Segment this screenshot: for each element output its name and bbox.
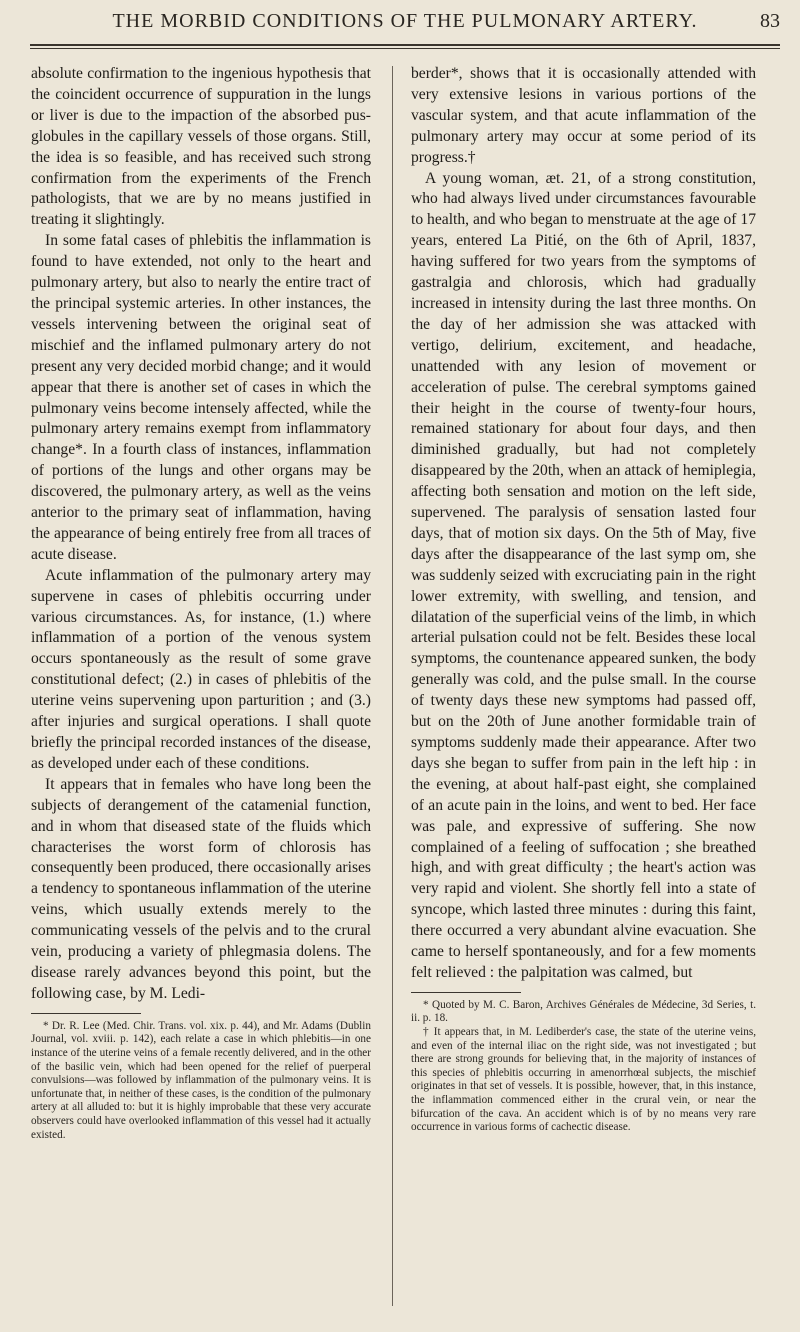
left-column	[31, 64, 371, 1142]
paragraph: berder*, shows that it is occasionally attended with very extensive lesions in various portions of the vascular system, and that acute inflammation of the pulmonary artery may occur at some period of its progress.†	[411, 65, 756, 166]
header-rule	[30, 44, 780, 46]
paragraph: In some fatal cases of phlebitis the inflammation is found to have extended, not only to the heart and pulmonary artery, but also to nearly the entire tract of the principal systemic arteries. In other instances, the vessels intervening between the original seat of mischief and the inflamed pulmonary artery do not present any very decided morbid change; and it would appear that there is another set of cases in which the pulmonary veins become intensely affected, while the pulmonary artery remains exempt from inflammatory change*. In a fourth class of instances, inflammation of portions of the lungs and other organs may be discovered, the pulmonary artery, as well as the veins anterior to the primary seat of inflammation, having the appearance of being entirely free from all traces of acute disease.	[31, 232, 371, 563]
footnote-rule	[411, 992, 521, 993]
footnote: * Quoted by M. C. Baron, Archives Générales de Médecine, 3d Series, t. ii. p. 18.	[411, 998, 756, 1025]
page-number: 83	[760, 10, 780, 32]
paragraph: It appears that in females who have long been the subjects of derangement of the catamenial function, and in whom that diseased state of the fluids which characterises the worst form of chlorosis has consequently been produced, there occasionally arises a tendency to spontaneous inflammation of the uterine veins, which usually extends merely to the communicating vessels of the pelvis and to the crural vein, producing a variety of phlegmasia dolens. The disease rarely advances beyond this point, but the following case, by M. Ledi-	[31, 775, 371, 1002]
running-head	[30, 10, 780, 50]
header-rule-thin	[30, 48, 780, 49]
running-head-title: THE MORBID CONDITIONS OF THE PULMONARY ARTERY.	[112, 10, 698, 32]
footnote-rule	[31, 1013, 141, 1014]
column-divider	[392, 66, 393, 1306]
right-column	[411, 64, 756, 1135]
paragraph: Acute inflammation of the pulmonary artery may supervene in cases of phlebitis occurring under various circumstances. As, for instance, (1.) where inflammation of a portion of the venous system occurs spontaneously as the result of some grave constitutional defect; (2.) in cases of phlebitis of the uterine veins supervening upon parturition ; and (3.) after injuries and surgical operations. I shall quote briefly the principal recorded instances of the disease, as developed under each of these conditions.	[31, 566, 371, 772]
paragraph: absolute confirmation to the ingenious hypothesis that the coincident occurrence of suppuration in the lungs or liver is due to the impaction of the absorbed pus-globules in the capillary vessels of those organs. Still, the idea is so feasible, and has received such strong confirmation from the experiments of the French pathologists, that we are by no means justified in treating it slightingly.	[31, 65, 371, 229]
paragraph: A young woman, æt. 21, of a strong constitution, who had always lived under circumstances favourable to health, and who began to menstruate at the age of 17 years, entered La Pitié, on the 6th of April, 1837, having suffered for two years from the symptoms of gastralgia and chlorosis, which had gradually increased in intensity during the last three months. On the day of her admission she was attacked with vertigo, delirium, excitement, and headache, unattended with any lesion of movement or acceleration of pulse. The cerebral symptoms gained their height in the course of twenty-four hours, remained stationary for about four days, and then diminished gradually, but had not completely disappeared by the 20th, when an attack of hemiplegia, affecting both sensation and motion on the left side, supervened. The paralysis of sensation lasted four days, that of motion six days. On the 5th of May, five days after the disappearance of the last symp om, she was suddenly seized with excruciating pain in the right lower extremity, with swelling, and tension, and dilatation of the superficial veins of the limb, in which arterial pulsation could not be felt. Besides these local symptoms, the countenance appeared sunken, the body generally was cold, and the pulse small. In the course of twenty days these new symptoms had passed off, but on the 20th of June another formidable train of symptoms suddenly made their appearance. After two days she began to suffer from pain in the left hip : in the evening, at about half-past eight, she complained of an acute pain in the loins, and went to bed. Her face was pale, and expressive of suffering. She now complained of a feeling of suffocation ; she breathed high, and with great difficulty ; the heart's action was very rapid and violent. She shortly fell into a state of syncope, which lasted three minutes : during this faint, there occurred a very abundant alvine evacuation. She came to herself spontaneously, and for a few moments felt relieved : the palpitation was calmed, but	[411, 169, 756, 981]
footnote: † It appears that, in M. Lediberder's case, the state of the uterine veins, and even of the internal iliac on the right side, was not investigated ; but there are strong grounds for believing that, in the majority of instances of this species of phlebitis occurring in amenorrhœal subjects, the mischief originates in that set of vessels. It is possible, however, that, in this instance, the inflammation commenced either in the crural vein, or near the bifurcation of the cava. An accident which is of by no means very rare occurrence in various forms of cachectic disease.	[411, 1026, 756, 1134]
footnote: * Dr. R. Lee (Med. Chir. Trans. vol. xix. p. 44), and Mr. Adams (Dublin Journal, vol. xviii. p. 142), each relate a case in which phlebitis—in one instance of the uterine veins of a female recently delivered, and in the other of the basilic vein, which had been opened for the relief of puerperal convulsions—was followed by inflammation of the pulmonary veins. It is unfortunate that, in neither of these cases, is the condition of the pulmonary artery at all alluded to: but it is highly improbable that these very accurate observers could have overlooked inflammation of this vessel had it actually existed.	[31, 1019, 371, 1141]
